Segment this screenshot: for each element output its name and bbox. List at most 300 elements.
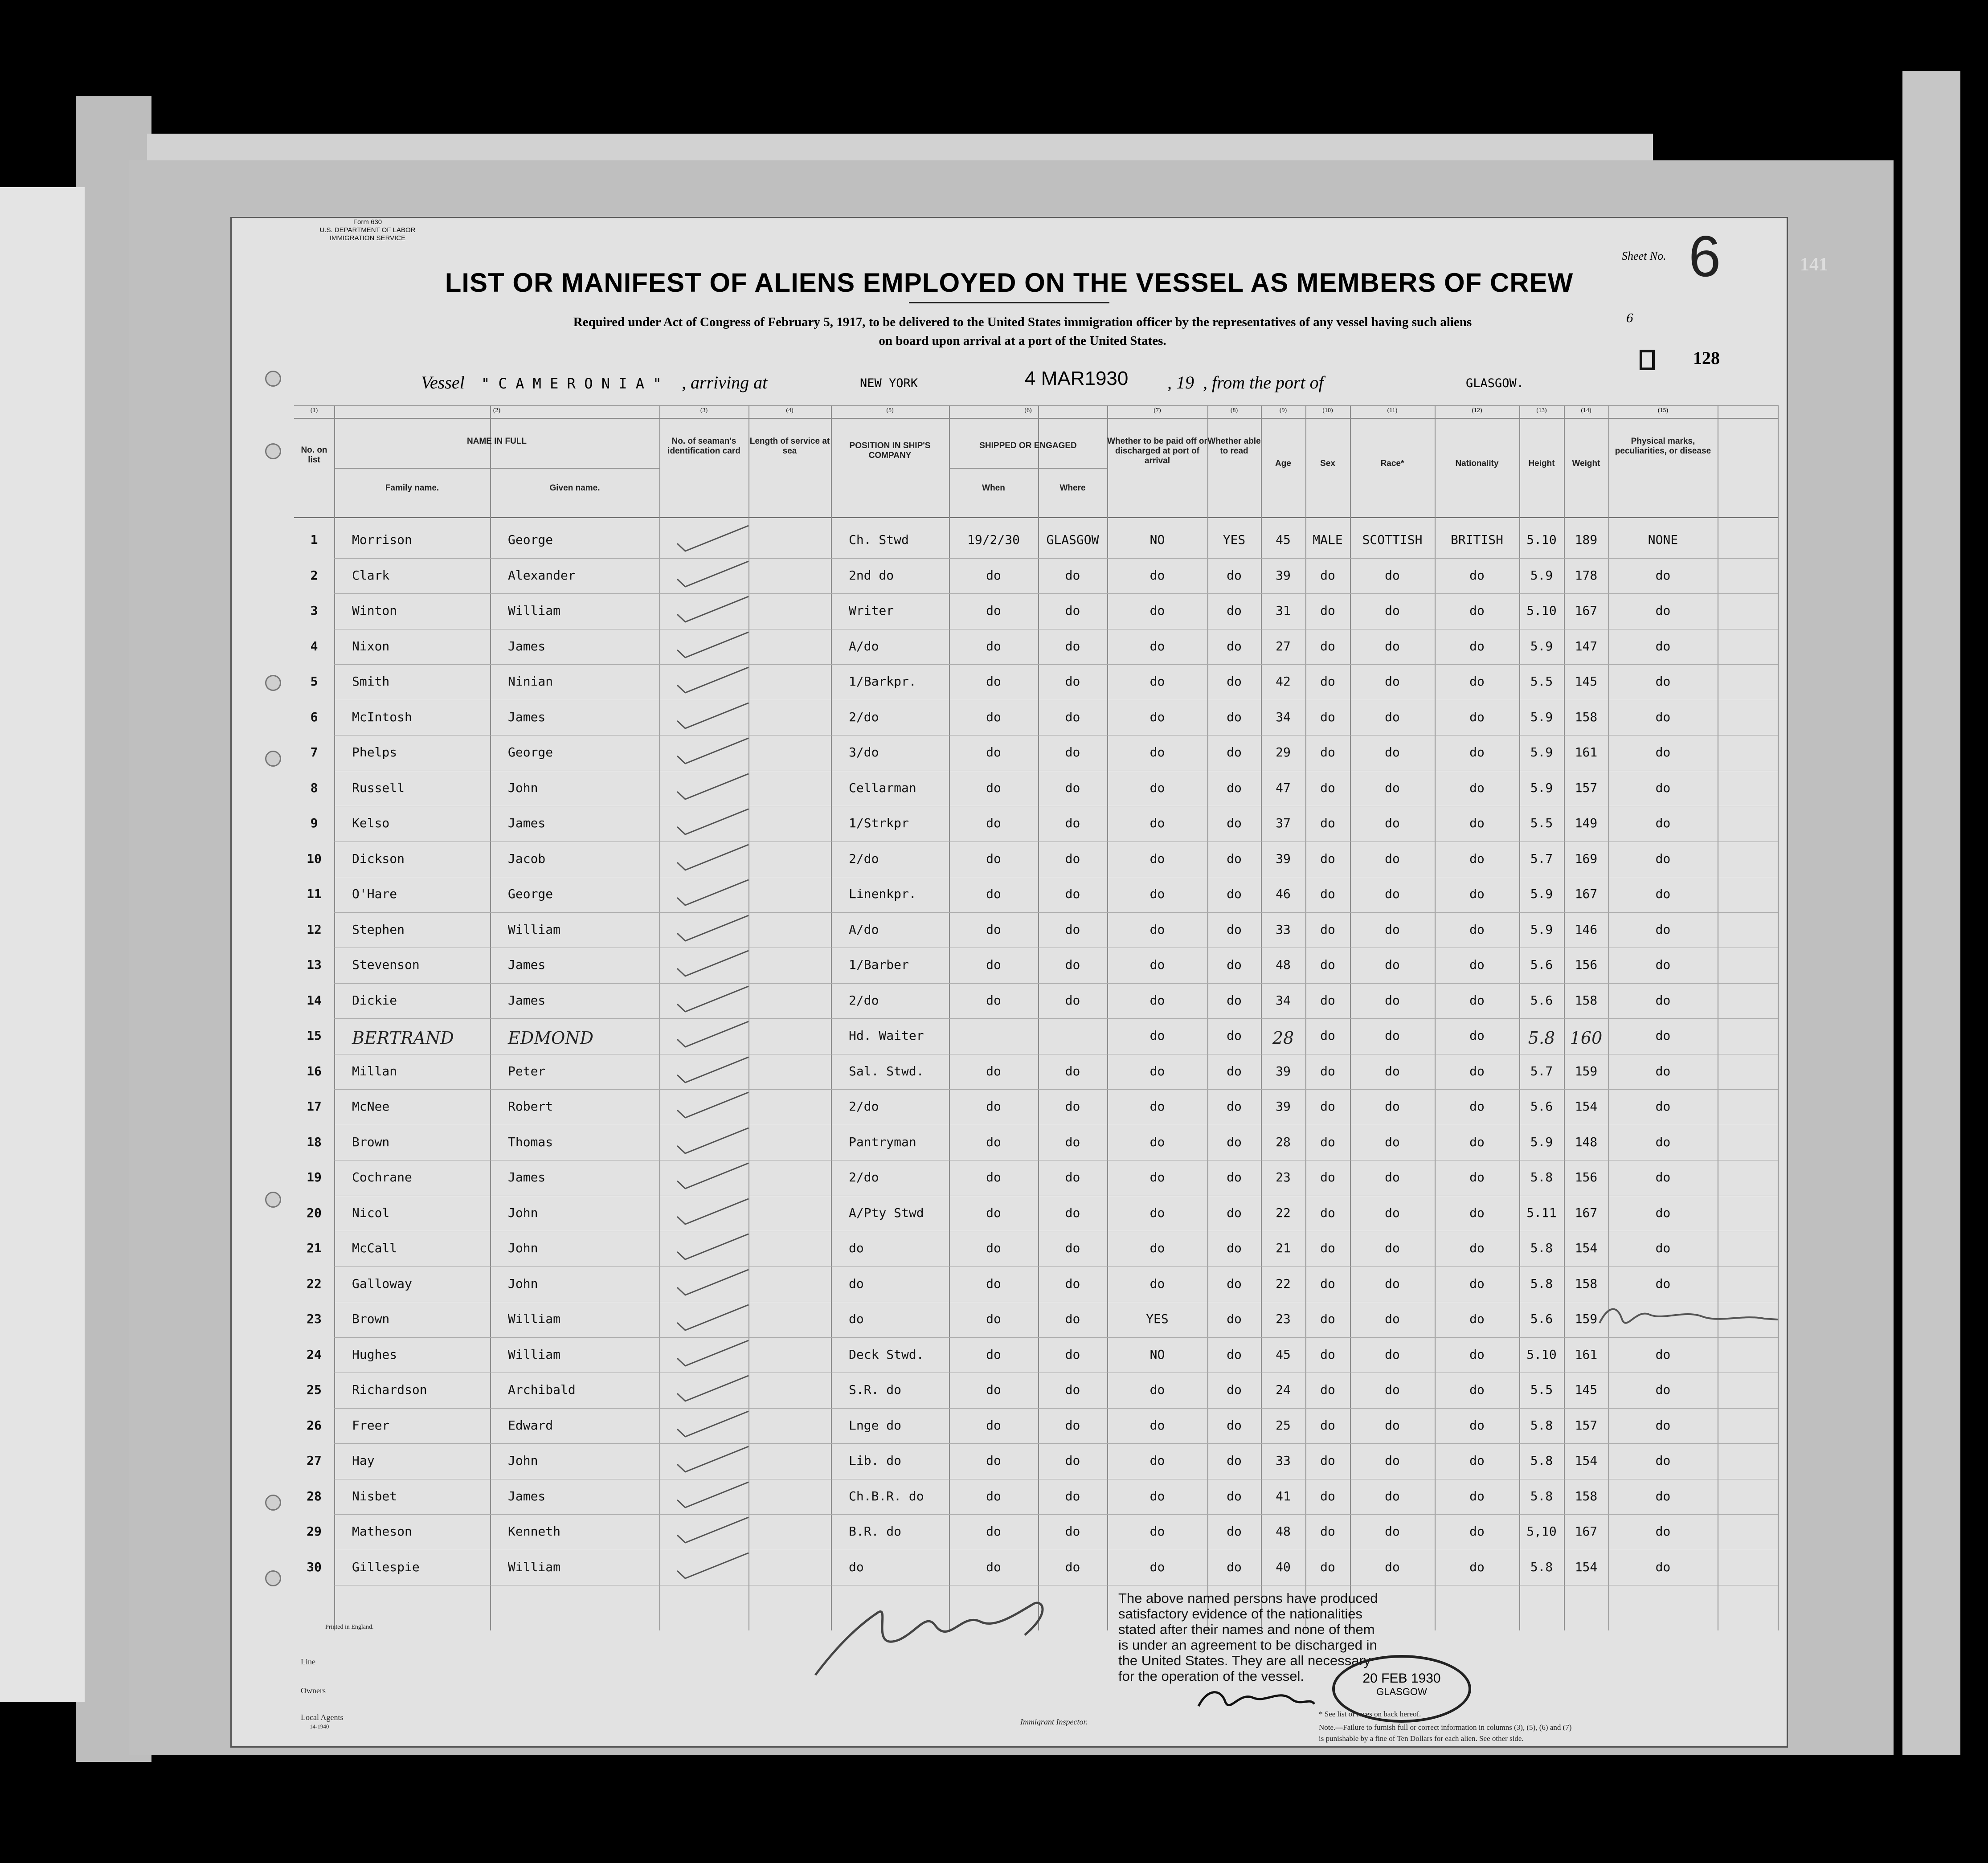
cell-paid: YES <box>1146 1311 1169 1326</box>
cell-sex: do <box>1320 709 1335 724</box>
row-rule <box>334 1018 1778 1019</box>
cell-marks: do <box>1655 1418 1671 1433</box>
cell-where: do <box>1065 1063 1080 1079</box>
cell-nat: do <box>1469 780 1485 795</box>
cell-nat: do <box>1469 674 1485 689</box>
cell-family: Nixon <box>352 638 390 654</box>
cell-no: 10 <box>307 851 322 866</box>
cell-family: Gillespie <box>352 1559 420 1574</box>
cell-paid: do <box>1149 709 1165 724</box>
cell-paid: do <box>1149 780 1165 795</box>
cell-when: do <box>986 1241 1001 1255</box>
cell-position: Lnge do <box>849 1418 902 1433</box>
cell-no: 22 <box>307 1276 322 1291</box>
cell-family: Morrison <box>352 532 412 547</box>
column-number: (2) <box>493 407 501 414</box>
cell-weight: 148 <box>1575 1134 1598 1149</box>
cell-when: do <box>986 816 1001 830</box>
check-mark-icon <box>673 1267 753 1299</box>
cell-family: Galloway <box>352 1276 412 1291</box>
cell-nat: do <box>1469 957 1485 972</box>
column-rule <box>949 405 950 1630</box>
cell-sex: do <box>1320 603 1335 618</box>
cell-nat: do <box>1469 709 1485 724</box>
cell-height: 5.8 <box>1530 1559 1553 1574</box>
cell-family: Nicol <box>352 1205 390 1220</box>
cell-read: do <box>1227 1063 1242 1079</box>
cell-no: 27 <box>307 1453 322 1468</box>
cell-paid: do <box>1149 1063 1165 1079</box>
cell-paid: do <box>1149 1170 1165 1185</box>
cell-when: do <box>986 1099 1001 1114</box>
column-rule <box>1305 405 1306 1630</box>
cell-where: do <box>1065 957 1080 972</box>
cell-age: 33 <box>1276 922 1291 937</box>
cell-read: do <box>1227 745 1242 760</box>
cell-where: do <box>1065 1170 1080 1185</box>
cell-paid: do <box>1149 603 1165 618</box>
cell-no: 21 <box>307 1241 322 1255</box>
column-number: (1) <box>310 407 318 414</box>
cell-read: do <box>1227 709 1242 724</box>
note-failure: Note.—Failure to furnish full or correct information in columns (3), (5), (6) and (7) <box>1319 1723 1572 1732</box>
cell-family: Clark <box>352 568 390 583</box>
cell-read: do <box>1227 1382 1242 1397</box>
stamp-line: the United States. They are all necessary <box>1118 1653 1371 1668</box>
check-mark-icon <box>673 1338 753 1369</box>
cell-where: do <box>1065 780 1080 795</box>
document-subtitle <box>365 313 1680 350</box>
cell-height: 5.8 <box>1530 1418 1553 1433</box>
cell-race: do <box>1385 603 1400 618</box>
cell-age: 23 <box>1276 1311 1291 1326</box>
cell-race: do <box>1385 780 1400 795</box>
cell-age: 41 <box>1276 1488 1291 1503</box>
cell-read: do <box>1227 603 1242 618</box>
cell-read: do <box>1227 1028 1242 1043</box>
cell-position: Deck Stwd. <box>849 1347 924 1362</box>
column-number: (8) <box>1230 407 1238 414</box>
cell-given: John <box>508 780 538 795</box>
cell-sex: do <box>1320 887 1335 901</box>
cell-sex: do <box>1320 674 1335 689</box>
cell-race: do <box>1385 1205 1400 1220</box>
document-title: LIST OR MANIFEST OF ALIENS EMPLOYED ON THE VESSEL AS MEMBERS OF CREW <box>445 268 1574 298</box>
cell-when: do <box>986 1559 1001 1574</box>
page-ref-mark: 6 <box>1626 312 1634 325</box>
cell-where: do <box>1065 1134 1080 1149</box>
cell-read: do <box>1227 993 1242 1008</box>
form-number: Form 630 <box>353 218 382 226</box>
cell-family: Matheson <box>352 1524 412 1539</box>
cell-height: 5.8 <box>1530 1170 1553 1185</box>
cell-weight: 169 <box>1575 851 1598 866</box>
cell-marks: do <box>1655 1134 1671 1149</box>
check-mark-icon <box>673 913 753 944</box>
cell-paid: do <box>1149 638 1165 654</box>
cell-race: do <box>1385 957 1400 972</box>
cell-given: Ninian <box>508 674 553 689</box>
cell-marks: do <box>1655 851 1671 866</box>
cell-height: 5.6 <box>1530 1311 1553 1326</box>
arrival-date-stamp: 4 MAR1930 <box>1025 368 1129 389</box>
cell-paid: do <box>1149 745 1165 760</box>
cell-family: Stephen <box>352 922 405 937</box>
cell-marks: do <box>1655 957 1671 972</box>
cell-given: William <box>508 1559 561 1574</box>
cell-given: William <box>508 1347 561 1362</box>
cell-no: 12 <box>307 922 322 937</box>
column-rule-right <box>1778 405 1779 1630</box>
manifest-sheet <box>232 218 1828 1746</box>
cell-paid: do <box>1149 1134 1165 1149</box>
column-header-name: NAME IN FULL <box>466 437 527 446</box>
cell-marks: do <box>1655 745 1671 760</box>
cell-given: James <box>508 1170 546 1185</box>
cell-position: do <box>849 1241 864 1255</box>
check-mark-icon <box>673 523 753 555</box>
cell-family: Dickson <box>352 851 405 866</box>
row-rule <box>334 912 1778 913</box>
cell-when: do <box>986 1205 1001 1220</box>
column-header-race: Race* <box>1380 459 1404 468</box>
cell-read: do <box>1227 1170 1242 1185</box>
cell-no: 29 <box>307 1524 322 1539</box>
cell-weight: 161 <box>1575 745 1598 760</box>
cell-read: do <box>1227 887 1242 901</box>
cell-read: do <box>1227 851 1242 866</box>
cell-where: do <box>1065 1488 1080 1503</box>
cell-position: do <box>849 1311 864 1326</box>
cell-marks: do <box>1655 1276 1671 1291</box>
cell-age: 42 <box>1276 674 1291 689</box>
column-header-family: Family name. <box>385 483 439 493</box>
cell-position: Ch.B.R. do <box>849 1488 924 1503</box>
cell-sex: do <box>1320 1347 1335 1362</box>
cell-family: BERTRAND <box>352 1028 454 1048</box>
check-mark-icon <box>673 665 753 696</box>
cell-sex: do <box>1320 1028 1335 1043</box>
column-number: (5) <box>886 407 894 414</box>
cell-height: 5.6 <box>1530 993 1553 1008</box>
cell-where: do <box>1065 1347 1080 1362</box>
cell-family: McCall <box>352 1241 397 1255</box>
row-rule <box>334 664 1778 665</box>
cell-family: Cochrane <box>352 1170 412 1185</box>
cell-marks: NONE <box>1648 532 1678 547</box>
cell-family: Dickie <box>352 993 397 1008</box>
cell-age: 25 <box>1276 1418 1291 1433</box>
cell-age: 45 <box>1276 1347 1291 1362</box>
cell-nat: do <box>1469 1418 1485 1433</box>
cell-nat: do <box>1469 851 1485 866</box>
cell-given: Archibald <box>508 1382 576 1397</box>
cell-given: James <box>508 957 546 972</box>
column-rule <box>1261 405 1262 1630</box>
row-rule <box>334 558 1778 559</box>
cell-age: 28 <box>1272 1028 1294 1048</box>
cell-height: 5.6 <box>1530 1099 1553 1114</box>
cell-nat: do <box>1469 745 1485 760</box>
cell-paid: do <box>1149 1205 1165 1220</box>
cell-sex: do <box>1320 1063 1335 1079</box>
cell-when: do <box>986 957 1001 972</box>
cell-race: do <box>1385 1311 1400 1326</box>
cell-given: John <box>508 1276 538 1291</box>
cell-no: 13 <box>307 957 322 972</box>
cell-marks: do <box>1655 638 1671 654</box>
column-header-read: Whether able to read <box>1207 437 1261 456</box>
stamp-line: stated after their names and none of them <box>1118 1622 1375 1637</box>
cell-paid: NO <box>1149 1347 1165 1362</box>
cell-given: James <box>508 816 546 830</box>
cell-where: do <box>1065 1418 1080 1433</box>
cell-marks: do <box>1655 1170 1671 1185</box>
cell-no: 1 <box>310 532 318 547</box>
column-number: (9) <box>1279 407 1287 414</box>
year-label: , 19 <box>1167 372 1194 392</box>
cell-read: do <box>1227 922 1242 937</box>
cell-when: do <box>986 709 1001 724</box>
cell-age: 47 <box>1276 780 1291 795</box>
cell-weight: 160 <box>1570 1028 1603 1048</box>
master-signature <box>1194 1679 1319 1720</box>
header-split-shipped <box>949 468 1107 469</box>
column-rule <box>1519 405 1520 1630</box>
cell-weight: 154 <box>1575 1099 1598 1114</box>
column-header-where: Where <box>1059 483 1086 493</box>
stamp-date: 20 FEB 1930 <box>1362 1671 1441 1686</box>
cell-race: do <box>1385 1382 1400 1397</box>
cell-marks: do <box>1655 1524 1671 1539</box>
cell-where: do <box>1065 1241 1080 1255</box>
cell-sex: do <box>1320 1453 1335 1468</box>
cell-nat: do <box>1469 1311 1485 1326</box>
cell-where: do <box>1065 1382 1080 1397</box>
check-mark-icon <box>673 1197 753 1228</box>
cell-nat: do <box>1469 638 1485 654</box>
check-mark-icon <box>673 701 753 732</box>
cell-when: do <box>986 1382 1001 1397</box>
cell-family: McIntosh <box>352 709 412 724</box>
cell-position: A/do <box>849 638 879 654</box>
cell-age: 24 <box>1276 1382 1291 1397</box>
cell-marks: do <box>1655 1099 1671 1114</box>
cell-marks: do <box>1655 674 1671 689</box>
cell-nat: do <box>1469 1205 1485 1220</box>
cell-where: do <box>1065 922 1080 937</box>
check-mark-icon <box>673 948 753 980</box>
department: U.S. DEPARTMENT OF LABOR <box>319 226 416 234</box>
cell-weight: 145 <box>1575 1382 1598 1397</box>
cell-no: 8 <box>310 780 318 795</box>
cell-position: 2nd do <box>849 568 894 583</box>
cell-read: do <box>1227 1453 1242 1468</box>
cell-position: Cellarman <box>849 780 916 795</box>
list-number: 128 <box>1693 348 1720 368</box>
column-rule <box>831 405 832 1630</box>
cell-when: do <box>986 674 1001 689</box>
cell-weight: 146 <box>1575 922 1598 937</box>
cell-where: do <box>1065 674 1080 689</box>
cell-race: do <box>1385 1170 1400 1185</box>
paper-stack-right <box>1902 71 1960 1755</box>
cell-weight: 158 <box>1575 1276 1598 1291</box>
cell-no: 20 <box>307 1205 322 1220</box>
column-header-shipped: SHIPPED OR ENGAGED <box>979 441 1077 450</box>
cell-read: do <box>1227 1311 1242 1326</box>
punch-hole <box>265 675 281 691</box>
cell-when: do <box>986 887 1001 901</box>
cell-given: John <box>508 1241 538 1255</box>
cell-given: EDMOND <box>508 1028 593 1048</box>
cell-marks: do <box>1655 709 1671 724</box>
cell-weight: 158 <box>1575 993 1598 1008</box>
cell-given: James <box>508 1488 546 1503</box>
cell-height: 5.10 <box>1526 532 1557 547</box>
column-rule <box>659 405 660 1630</box>
cell-marks: do <box>1655 1488 1671 1503</box>
cell-family: Hay <box>352 1453 375 1468</box>
cell-when: do <box>986 1311 1001 1326</box>
cell-when: do <box>986 1453 1001 1468</box>
cell-read: do <box>1227 638 1242 654</box>
cell-no: 18 <box>307 1134 322 1149</box>
cell-nat: do <box>1469 603 1485 618</box>
cell-race: do <box>1385 1241 1400 1255</box>
check-mark-icon <box>673 1161 753 1192</box>
cell-position: 2/do <box>849 993 879 1008</box>
check-mark-icon <box>673 630 753 661</box>
column-rule <box>1107 405 1108 1630</box>
column-number: (14) <box>1581 407 1591 414</box>
cell-weight: 178 <box>1575 568 1598 583</box>
cell-read: do <box>1227 1559 1242 1574</box>
cell-age: 48 <box>1276 1524 1291 1539</box>
cell-given: William <box>508 922 561 937</box>
cell-race: do <box>1385 851 1400 866</box>
column-number: (11) <box>1387 407 1398 414</box>
cell-nat: do <box>1469 1063 1485 1079</box>
check-mark-icon <box>673 1444 753 1475</box>
cell-weight: 159 <box>1575 1311 1598 1326</box>
cell-height: 5.8 <box>1530 1488 1553 1503</box>
cell-nat: do <box>1469 1241 1485 1255</box>
cell-family: Smith <box>352 674 390 689</box>
cell-sex: do <box>1320 1099 1335 1114</box>
cell-no: 25 <box>307 1382 322 1397</box>
cell-height: 5.9 <box>1530 922 1553 937</box>
cell-given: Edward <box>508 1418 553 1433</box>
cell-paid: do <box>1149 674 1165 689</box>
cell-paid: NO <box>1149 532 1165 547</box>
cell-no: 19 <box>307 1170 322 1185</box>
note-races: * See list of races on back hereof. <box>1319 1710 1421 1718</box>
cell-where: do <box>1065 1311 1080 1326</box>
column-header-no: No. on list <box>301 445 327 465</box>
row-rule <box>334 1514 1778 1515</box>
cell-when: do <box>986 1276 1001 1291</box>
cell-nat: do <box>1469 1453 1485 1468</box>
cell-sex: do <box>1320 1134 1335 1149</box>
cell-paid: do <box>1149 957 1165 972</box>
cell-no: 11 <box>307 887 322 901</box>
cell-nat: do <box>1469 1559 1485 1574</box>
cell-position: do <box>849 1559 864 1574</box>
cell-paid: do <box>1149 1418 1165 1433</box>
note-fine: is punishable by a fine of Ten Dollars for each alien. See other side. <box>1319 1734 1524 1743</box>
cell-weight: 167 <box>1575 1205 1598 1220</box>
cell-weight: 154 <box>1575 1241 1598 1255</box>
cell-position: S.R. do <box>849 1382 902 1397</box>
cell-no: 6 <box>310 709 318 724</box>
column-number: (7) <box>1154 407 1161 414</box>
row-rule <box>334 1443 1778 1444</box>
cell-no: 30 <box>307 1559 322 1574</box>
cell-when: do <box>986 1488 1001 1503</box>
cell-read: YES <box>1223 532 1246 547</box>
cell-race: do <box>1385 993 1400 1008</box>
check-mark-icon <box>673 984 753 1015</box>
column-header-when: When <box>982 483 1005 493</box>
cell-sex: do <box>1320 1382 1335 1397</box>
cell-marks: do <box>1655 1559 1671 1574</box>
cell-race: do <box>1385 709 1400 724</box>
sheet-number: 6 <box>1689 224 1721 289</box>
cell-paid: do <box>1149 1524 1165 1539</box>
column-rule <box>1435 405 1436 1630</box>
cell-age: 21 <box>1276 1241 1291 1255</box>
cell-height: 5.8 <box>1528 1028 1555 1048</box>
check-mark-icon <box>673 1055 753 1086</box>
cell-race: do <box>1385 1347 1400 1362</box>
cell-nat: do <box>1469 887 1485 901</box>
cell-race: do <box>1385 1453 1400 1468</box>
cell-position: 3/do <box>849 745 879 760</box>
cell-read: do <box>1227 1347 1242 1362</box>
cell-race: do <box>1385 1099 1400 1114</box>
cell-race: do <box>1385 1524 1400 1539</box>
cell-marks: do <box>1655 1453 1671 1468</box>
check-mark-icon <box>673 772 753 803</box>
check-mark-icon <box>673 1019 753 1050</box>
cell-no: 3 <box>310 603 318 618</box>
cell-nat: do <box>1469 922 1485 937</box>
cell-read: do <box>1227 568 1242 583</box>
cell-position: 1/Barkpr. <box>849 674 916 689</box>
cell-family: Brown <box>352 1134 390 1149</box>
column-number: (4) <box>786 407 794 414</box>
cell-race: do <box>1385 568 1400 583</box>
check-mark-icon <box>673 807 753 838</box>
cell-no: 26 <box>307 1418 322 1433</box>
cell-height: 5.10 <box>1526 603 1557 618</box>
cell-marks: do <box>1655 1347 1671 1362</box>
cell-where: do <box>1065 1524 1080 1539</box>
cell-where: do <box>1065 1276 1080 1291</box>
cell-marks: do <box>1655 1382 1671 1397</box>
cell-no: 15 <box>307 1028 322 1043</box>
cell-age: 37 <box>1276 816 1291 830</box>
column-number: (6) <box>1024 407 1032 414</box>
cell-no: 9 <box>310 816 318 830</box>
cell-nat: BRITISH <box>1450 532 1503 547</box>
check-mark-icon <box>673 1232 753 1263</box>
cell-position: 2/do <box>849 851 879 866</box>
cell-age: 22 <box>1276 1276 1291 1291</box>
cell-marks: do <box>1655 1063 1671 1079</box>
cell-marks: do <box>1655 780 1671 795</box>
